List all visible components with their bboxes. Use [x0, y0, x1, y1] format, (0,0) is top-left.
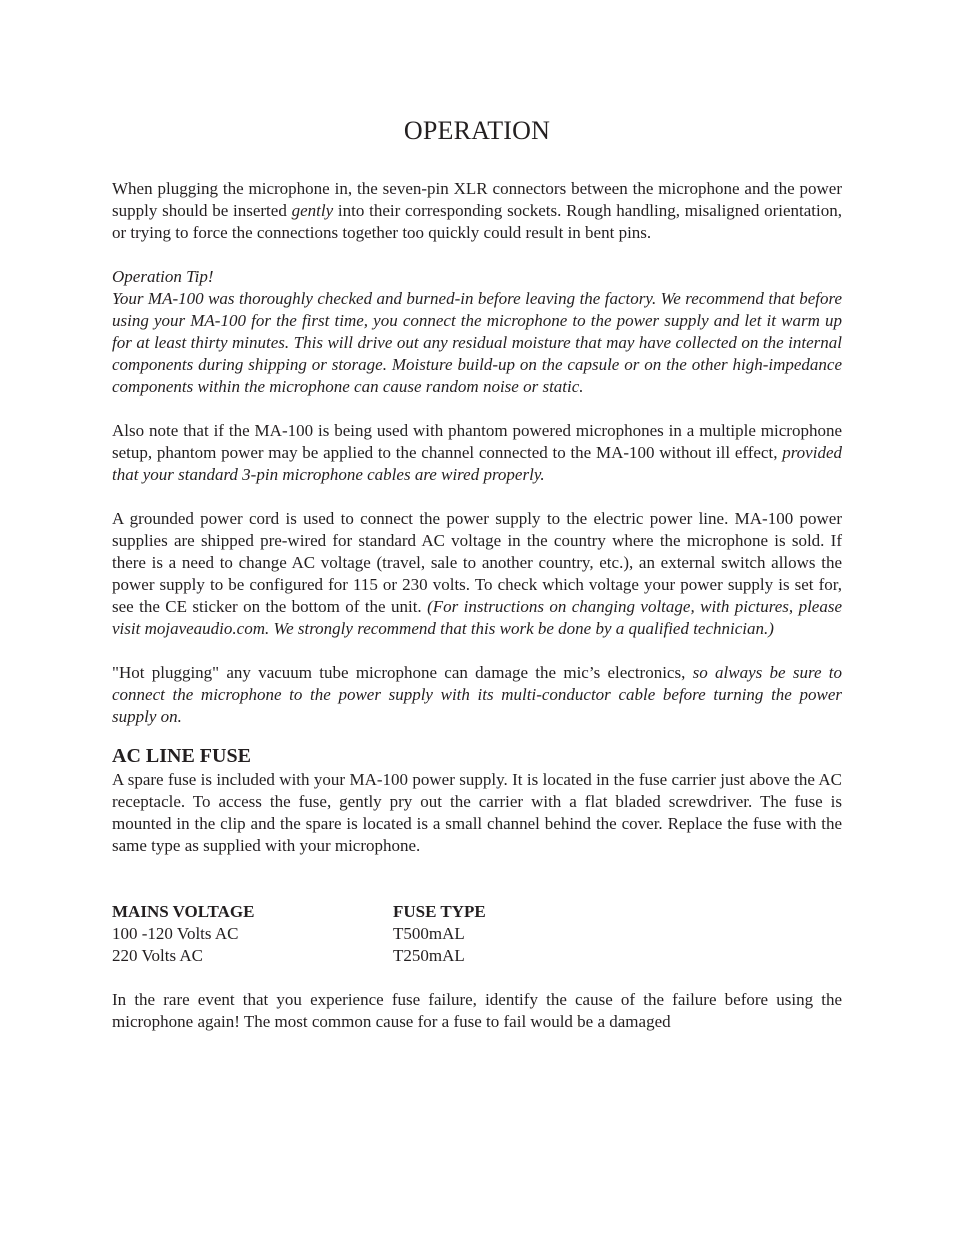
fuse-type-cell: T250mAL	[393, 946, 465, 965]
operation-tip-body: Your MA-100 was thoroughly checked and burned-in before leaving the factory. We recommend that before using your MA-100 for the first time, you connect the microphone to the power supply and let it warm up for at least thirty minutes. This will drive out any residual moisture that may have collected on the internal components during shipping or storage. Moisture build-up on the capsule or on the other high-impedance components within the microphone can cause random noise or static.	[112, 289, 842, 396]
mains-voltage-cell: 220 Volts AC	[112, 946, 204, 965]
mains-voltage-header: MAINS VOLTAGE	[112, 902, 255, 921]
ac-line-fuse-heading: AC LINE FUSE	[112, 745, 251, 767]
phantom-power-text: Also note that if the MA-100 is being used with phantom powered microphones in a multiple microphone setup, phantom power may be applied to the channel connected to the MA-100 without ill effect,	[112, 421, 842, 462]
phantom-power-emphasis: provided that your standard 3-pin microphone cables are wired properly.	[112, 443, 842, 484]
fuse-table-row	[112, 923, 842, 945]
fuse-table-row	[112, 945, 842, 967]
power-cord-emphasis: (For instructions on changing voltage, with pictures, please visit mojaveaudio.com. We strongly recommend that this work be done by a qualified technician.)	[112, 597, 843, 638]
mains-voltage-cell: 100 -120 Volts AC	[112, 924, 239, 943]
plugging-text-emphasis: gently	[291, 201, 334, 220]
plugging-paragraph	[112, 178, 842, 244]
fuse-table	[112, 901, 842, 967]
fuse-failure-paragraph: In the rare event that you experience fuse failure, identify the cause of the failure before using the microphone again! The most common cause for a fuse to fail would be a damaged	[112, 990, 842, 1031]
fuse-type-header: FUSE TYPE	[393, 902, 486, 921]
plugging-text-start: When plugging the microphone in, the seven-pin XLR connectors between the microphone and the power supply should be inserted	[112, 179, 842, 220]
fuse-table-header	[112, 901, 842, 923]
phantom-power-paragraph	[112, 420, 842, 486]
fuse-type-cell: T500mAL	[393, 924, 465, 943]
plugging-text-end: into their corresponding sockets. Rough handling, misaligned orientation, or trying to force the connections together too quickly could result in bent pins.	[112, 201, 842, 242]
power-cord-text: A grounded power cord is used to connect the power supply to the electric power line. MA-100 power supplies are shipped pre-wired for standard AC voltage in the country where the microphone is sold. If there is a need to change AC voltage (travel, sale to another country, etc.), an external switch allows the power supply to be configured for 115 or 230 volts. To check which voltage your power supply is set for, see the CE sticker on the bottom of the unit.	[112, 509, 842, 616]
hot-plugging-text: "Hot plugging" any vacuum tube microphone can damage the mic’s electronics,	[112, 663, 693, 682]
operation-tip-heading: Operation Tip!	[112, 267, 214, 286]
ac-line-fuse-paragraph: A spare fuse is included with your MA-100 power supply. It is located in the fuse carrier just above the AC receptacle. To access the fuse, gently pry out the carrier with a flat bladed screwdriver. The fuse is mounted in the clip and the spare is located is a small channel behind the cover. Replace the fuse with the same type as supplied with your microphone.	[112, 770, 842, 855]
document-page	[112, 114, 842, 1033]
power-cord-paragraph	[112, 508, 842, 640]
hot-plugging-paragraph	[112, 662, 842, 728]
operation-tip	[112, 266, 842, 398]
page-title: OPERATION	[403, 116, 551, 145]
hot-plugging-emphasis: so always be sure to connect the microphone to the power supply with its multi-conductor cable before turning the power supply on.	[112, 663, 842, 726]
